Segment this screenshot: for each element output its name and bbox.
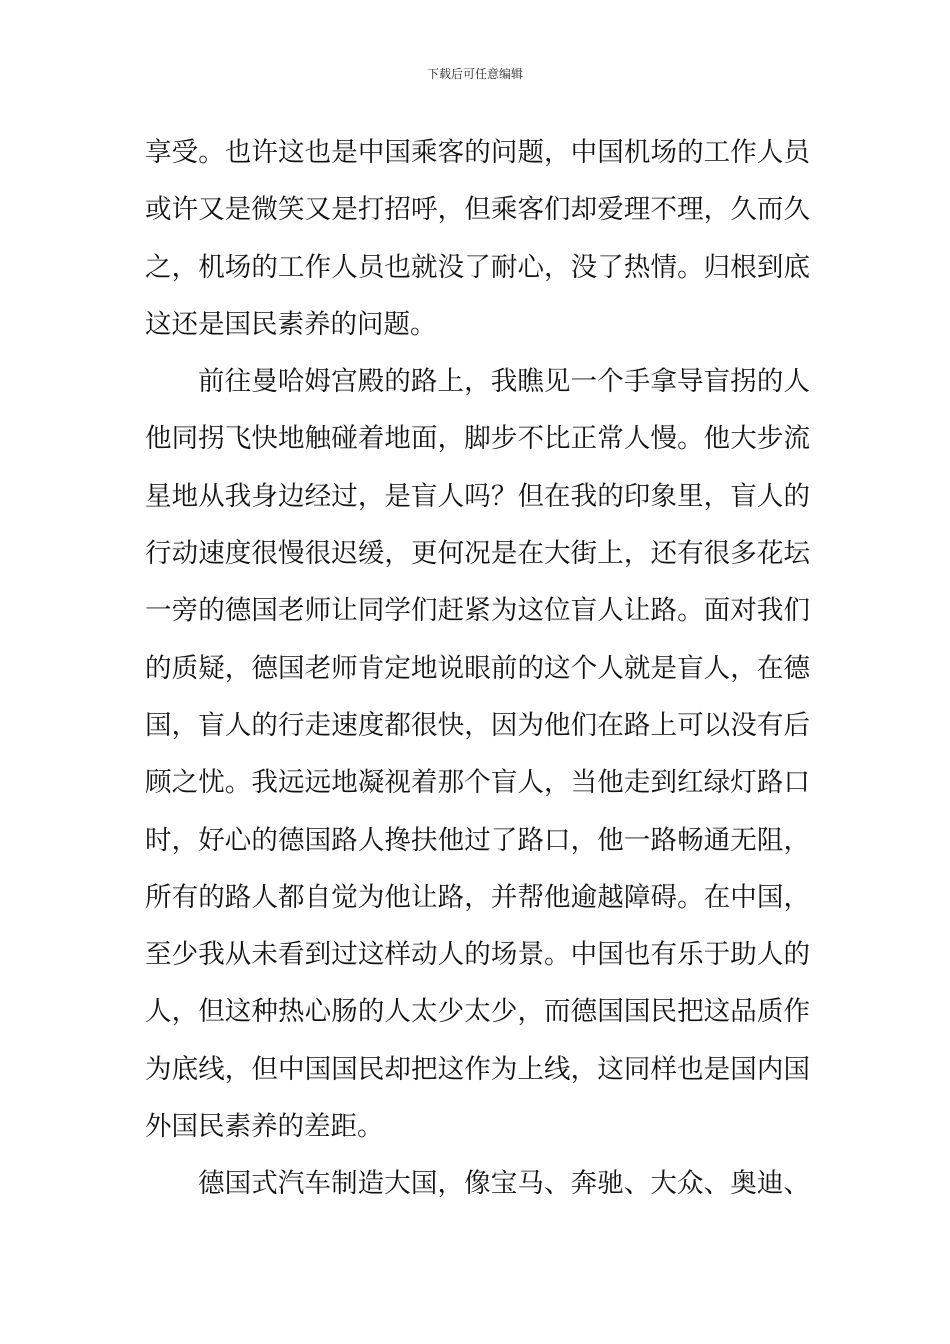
page-header: 下载后可任意编辑 <box>426 67 523 81</box>
text-line: 所有的路人都自觉为他让路，并帮他逾越障碍。在中国， <box>145 881 810 913</box>
text-line: 前往曼哈姆宫殿的路上，我瞧见一个手拿导盲拐的人 <box>198 366 810 398</box>
text-line: 的质疑，德国老师肯定地说眼前的这个人就是盲人，在德 <box>145 652 810 684</box>
text-line: 行动速度很慢很迟缓，更何况是在大街上，还有很多花坛 <box>145 538 810 570</box>
text-line: 顾之忧。我远远地凝视着那个盲人，当他走到红绿灯路口 <box>145 767 810 799</box>
text-line: 时，好心的德国路人搀扶他过了路口，他一路畅通无阻， <box>145 824 810 856</box>
text-line: 或许又是微笑又是打招呼，但乘客们却爱理不理，久而久 <box>145 194 810 226</box>
text-line: 至少我从未看到过这样动人的场景。中国也有乐于助人的 <box>145 939 810 971</box>
text-line: 他同拐飞快地触碰着地面，脚步不比正常人慢。他大步流 <box>145 423 810 455</box>
text-line: 这还是国民素养的问题。 <box>145 308 437 340</box>
text-line: 外国民素养的差距。 <box>145 1111 384 1143</box>
text-line: 之，机场的工作人员也就没了耐心，没了热情。归根到底 <box>145 251 810 283</box>
body-text <box>145 124 810 1213</box>
text-line: 一旁的德国老师让同学们赶紧为这位盲人让路。面对我们 <box>145 595 810 627</box>
text-line: 享受。也许这也是中国乘客的问题，中国机场的工作人员 <box>145 137 810 168</box>
text-line: 人，但这种热心肠的人太少太少，而德国国民把这品质作 <box>145 996 810 1028</box>
text-line: 为底线，但中国国民却把这作为上线，这同样也是国内国 <box>145 1053 810 1085</box>
text-line: 星地从我身边经过，是盲人吗？但在我的印象里，盲人的 <box>145 480 810 512</box>
text-line: 国，盲人的行走速度都很快，因为他们在路上可以没有后 <box>145 709 810 741</box>
text-line: 德国式汽车制造大国，像宝马、奔驰、大众、奥迪、 <box>198 1168 810 1200</box>
